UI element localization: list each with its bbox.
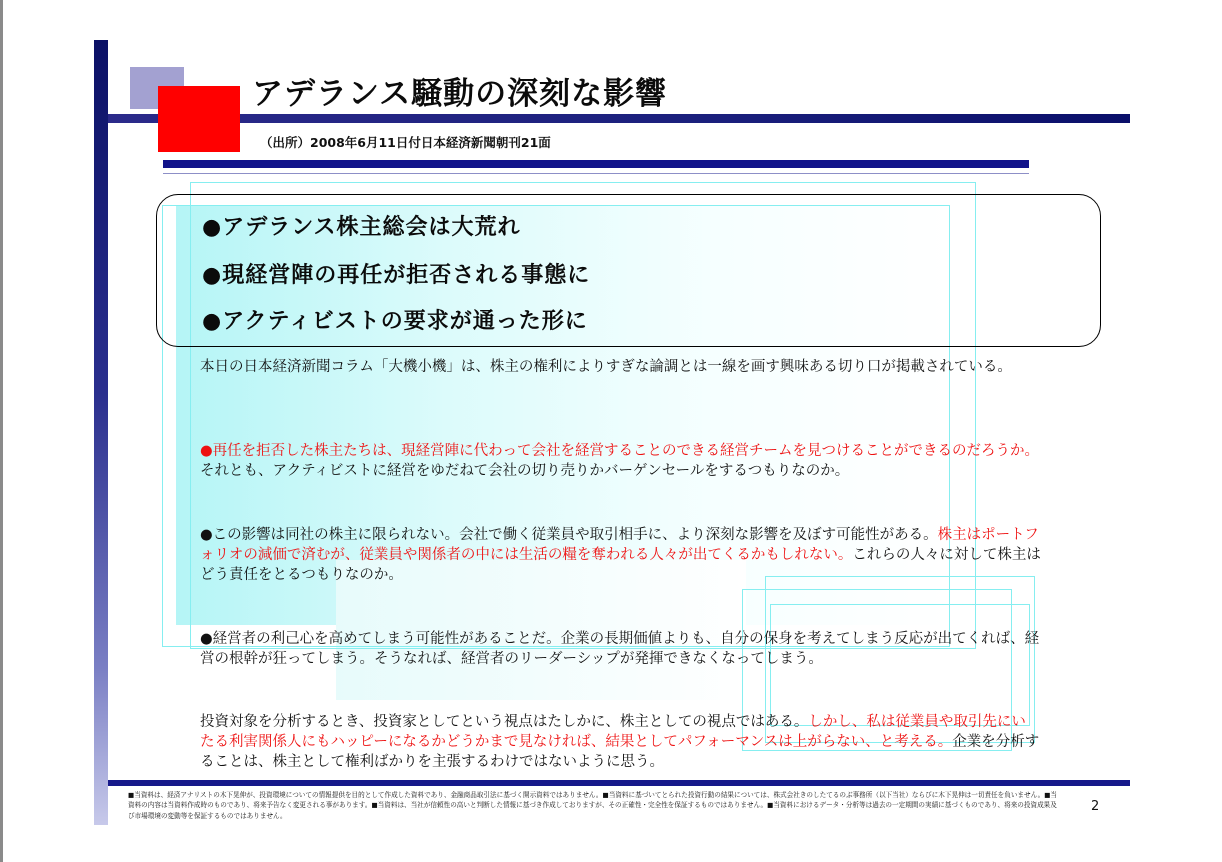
- paragraph-text-highlight: 再任を拒否した株主たちは、現経営陣に代わって会社を経営することのできる経営チームを見つけることができるのだろうか。: [212, 443, 1040, 459]
- paragraph-conclusion: [200, 712, 1040, 772]
- paragraph-text: 投資対象を分析するとき、投資家としてという視点はたしかに、株主としての視点ではある。: [200, 714, 809, 730]
- source-citation: （出所）2008年6月11日付日本経済新聞朝刊21面: [260, 135, 551, 150]
- paragraph-text: これらの人々に対して株主はどう責任をとるつもりなのか。: [200, 547, 1041, 583]
- paragraph-point-1: [200, 441, 1040, 481]
- footer-disclaimer: ■当資料は、経済アナリストの木下晃伸が、投資環境についての情報提供を目的として作成した資料であり、金融商品取引法に基づく開示資料ではありません。■当資料に基づいてとられた投資行動の結果については、株式会社きのしたてるのぶ事務所（以下当社）ならびに木下晃伸は一切責任を負いません。■当資料の内容は当資料作成時のものであり、将来予告なく変更される事があります。■当資料は、当社が信頼性の高いと判断した情報に基づき作成しておりますが、その正確性・完全性を保証するものではありません。■当資料におけるデータ・分析等は過去の一定期間の実績に基づくものであり、将来の投資成果及び市場環境の変動等を保証するものではありません。: [128, 791, 1058, 820]
- title-decoration-square-red: [158, 86, 240, 152]
- paragraph-text-highlight: 株主はポートフォリオの減価で済むが、従業員や関係者の中には生活の糧を奪われる人々が出てくるかもしれない。: [200, 527, 1039, 563]
- page-number: 2: [1091, 799, 1100, 814]
- summary-bullet: ●アデランス株主総会は大荒れ: [202, 215, 521, 240]
- summary-bullet: ●アクティビストの要求が通った形に: [202, 309, 588, 334]
- paragraph-text: 企業を分析することは、株主として権利ばかりを主張するわけではないように思う。: [200, 734, 1040, 770]
- footer-rule: [108, 780, 1130, 786]
- summary-bullet: ●現経営陣の再任が拒否される事態に: [202, 263, 591, 288]
- paragraph-intro: [200, 357, 1040, 377]
- paragraph-text: ●経営者の利己心を高めてしまう可能性があることだ。企業の長期価値よりも、自分の保身を考えてしまう反応が出てくれば、経営の根幹が狂ってしまう。そうなれば、経営者のリーダーシップが発揮できなくなってしまう。: [200, 631, 1040, 667]
- source-rule-thin: [163, 173, 1029, 174]
- left-gradient-bar: [94, 40, 108, 825]
- page-title: アデランス騒動の深刻な影響: [252, 76, 668, 112]
- paragraph-point-2: [200, 525, 1050, 585]
- source-rule: [163, 160, 1029, 168]
- page-edge: [0, 0, 3, 862]
- paragraph-text: それとも、アクティビストに経営をゆだねて会社の切り売りかバーゲンセールをするつもりなのか。: [200, 463, 850, 479]
- paragraph-point-3: [200, 629, 1040, 669]
- paragraph-text-highlight: しかし、私は従業員や取引先にいたる利害関係人にもハッピーになるかどうかまで見なければ、結果としてパフォーマンスは上がらない、と考える。: [200, 714, 1026, 750]
- paragraph-text: ●この影響は同社の株主に限られない。会社で働く従業員や取引相手に、より深刻な影響を及ぼす可能性がある。: [200, 527, 938, 543]
- title-rule: [108, 114, 1130, 123]
- paragraph-text: 本日の日本経済新聞コラム「大機小機」は、株主の権利によりすぎな論調とは一線を画す興味ある切り口が掲載されている。: [200, 359, 1012, 375]
- bullet-mark: ●: [200, 443, 213, 459]
